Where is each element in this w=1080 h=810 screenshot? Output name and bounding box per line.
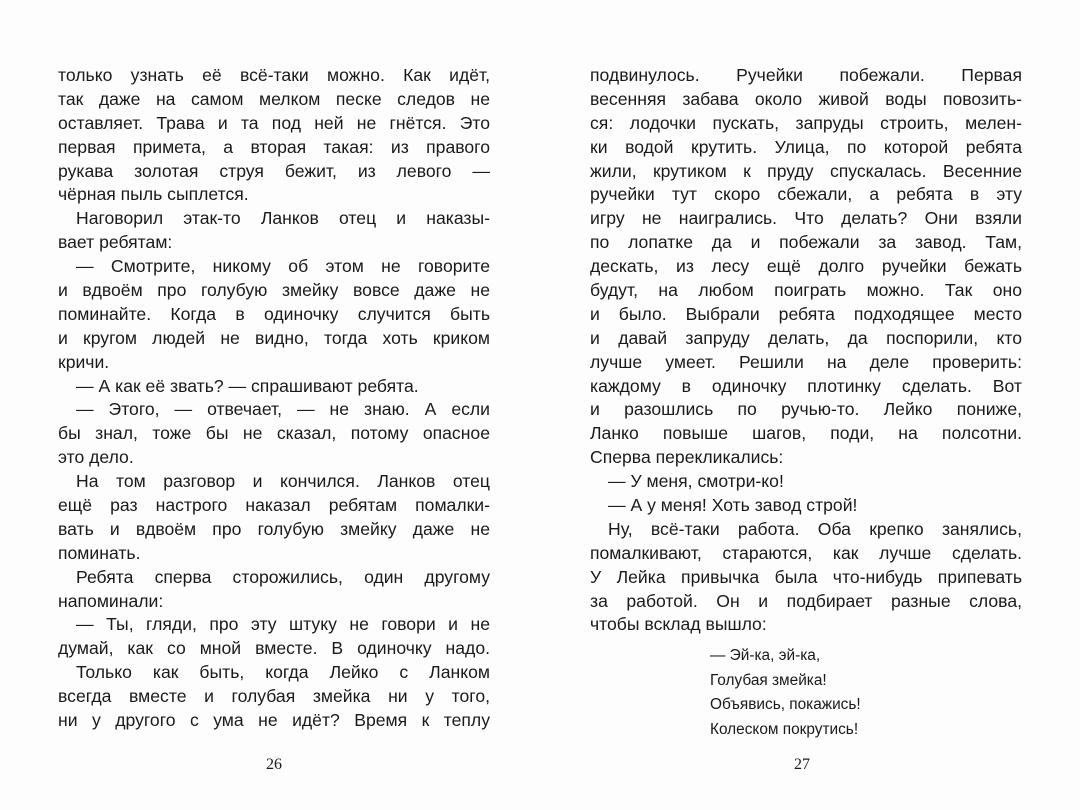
text-line: ещё раз настрого наказал ребятам помалки- bbox=[58, 495, 490, 516]
right-page-number: 27 bbox=[794, 756, 810, 773]
text-line: — Этого, — отвечает, — не знаю. А если bbox=[76, 399, 490, 420]
verse-line: — Эй-ка, эй-ка, bbox=[710, 647, 821, 665]
text-line: поминайте. Когда в одиночку случится быть bbox=[58, 303, 490, 324]
text-line: ни у другого с ума не идёт? Время к теплу bbox=[58, 710, 490, 731]
text-line: и разошлись по ручью-то. Лейко пониже, bbox=[590, 399, 1022, 420]
text-line: весенняя забава около живой воды повозить- bbox=[590, 88, 1022, 109]
right-page-prose bbox=[590, 64, 1022, 637]
text-line: и давай запруду делать, да поспорили, кто bbox=[590, 327, 1022, 348]
text-line: только узнать её всё-таки можно. Как идёт, bbox=[58, 65, 490, 85]
text-line: Только как быть, когда Лейко с Ланком bbox=[76, 662, 490, 683]
text-line: На том разговор и кончился. Ланков отец bbox=[76, 471, 490, 492]
text-line: каждому в одиночку плотинку сделать. Вот bbox=[590, 375, 1022, 396]
text-line: чтобы всклад вышло: bbox=[590, 614, 767, 635]
text-line: всегда вместе и голубая змейка ни у того, bbox=[58, 686, 490, 707]
text-line: — У меня, смотри-ко! bbox=[608, 471, 784, 492]
text-line: будут, на любом поиграть можно. Так оно bbox=[590, 280, 1022, 301]
text-line: Ну, всё-таки работа. Оба крепко занялись, bbox=[608, 518, 1022, 539]
text-line: — А как её звать? — спрашивают ребята. bbox=[76, 375, 419, 396]
text-line: кричи. bbox=[58, 351, 110, 372]
verse-line: Объявись, покажись! bbox=[710, 696, 861, 714]
text-line: ся: лодочки пускать, запруды строить, мелен- bbox=[590, 112, 1022, 133]
text-line: ручейки тут скоро сбежали, а ребята в эту bbox=[590, 184, 1022, 205]
text-line: вает ребятам: bbox=[58, 232, 173, 253]
text-line: напоминали: bbox=[58, 590, 164, 611]
text-line: первая примета, а вторая такая: из правого bbox=[58, 136, 490, 157]
text-line: так даже на самом мелком песке следов не bbox=[58, 88, 490, 109]
text-line: бы знал, тоже бы не сказал, потому опасное bbox=[58, 423, 490, 444]
text-line: и вдвоём про голубую змейку вовсе даже не bbox=[58, 280, 490, 301]
verse-line: Колеском покрутись! bbox=[710, 720, 859, 738]
text-line: — Смотрите, никому об этом не говорите bbox=[76, 256, 490, 277]
text-line: это дело. bbox=[58, 447, 134, 468]
text-line: помалкивают, стараются, как лучше сделать. bbox=[590, 542, 1022, 563]
text-line: дескать, из лесу ещё долго ручейки бежать bbox=[590, 256, 1022, 277]
text-line: лучше умеет. Решили на деле проверить: bbox=[590, 351, 1022, 372]
text-line: — А у меня! Хоть завод строй! bbox=[608, 495, 858, 516]
text-line: вать и вдвоём про голубую змейку даже не bbox=[58, 518, 490, 539]
left-page-text bbox=[58, 64, 490, 733]
text-line: Сперва перекликались: bbox=[590, 447, 784, 468]
text-line: и было. Выбрали ребята подходящее место bbox=[590, 303, 1022, 324]
verse-line: Голубая змейка! bbox=[710, 671, 827, 689]
text-line: за работой. Он и подбирает разные слова, bbox=[590, 590, 1022, 611]
text-line: подвинулось. Ручейки побежали. Первая bbox=[590, 65, 1022, 85]
text-line: по лопатке да и побежали за завод. Там, bbox=[590, 232, 1022, 253]
song-verse bbox=[590, 644, 1022, 742]
text-line: поминать. bbox=[58, 542, 141, 563]
text-line: Ребята сперва сторожились, один другому bbox=[76, 566, 490, 587]
text-line: и кругом людей не видно, тогда хоть криком bbox=[58, 327, 490, 348]
text-line: жили, крутиком к пруду спускалась. Весенние bbox=[590, 160, 1022, 181]
text-line: думай, как со мной вместе. В одиночку надо. bbox=[58, 638, 490, 659]
text-line: — Ты, гляди, про эту штуку не говори и не bbox=[76, 614, 490, 635]
left-page-number: 26 bbox=[266, 756, 282, 773]
text-line: У Лейка привычка была что-нибудь припевать bbox=[590, 566, 1022, 587]
text-line: рукава золотая струя бежит, из левого — bbox=[58, 160, 490, 181]
text-line: ки водой крутить. Улица, по которой ребята bbox=[590, 136, 1022, 157]
text-line: Наговорил этак-то Ланков отец и наказы- bbox=[76, 208, 490, 229]
text-line: чёрная пыль сыплется. bbox=[58, 184, 249, 205]
text-line: оставляет. Трава и та под ней не гнётся. Это bbox=[58, 112, 490, 133]
text-line: игру не наигрались. Что делать? Они взяли bbox=[590, 208, 1022, 229]
text-line: Ланко повыше шагов, поди, на полсотни. bbox=[590, 423, 1022, 444]
right-page-text bbox=[590, 64, 1022, 742]
